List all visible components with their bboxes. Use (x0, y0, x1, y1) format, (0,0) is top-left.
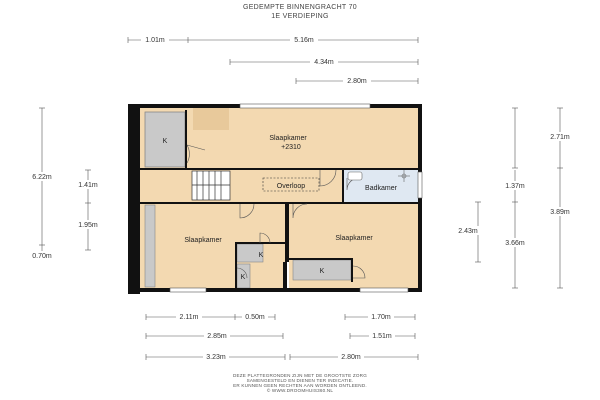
address-title: GEDEMPTE BINNENGRACHT 70 (242, 4, 358, 11)
top-dimension-lines (128, 37, 418, 84)
room-label-overloop: Overloop (276, 183, 306, 190)
dim-left-3: 0.70m (32, 253, 52, 260)
dim-top-1: 1.01m (145, 37, 165, 44)
dim-bottom-5: 1.51m (372, 333, 392, 340)
dim-right-1: 2.71m (550, 134, 570, 141)
dim-top-2: 5.16m (294, 37, 314, 44)
disclaimer-line-3: ER KUNNEN GEEN RECHTEN AAN WORDEN ONTLEEND. (233, 383, 367, 388)
dim-top-3: 4.34m (314, 59, 334, 66)
kast-strip (145, 205, 155, 287)
kast-label-1: K (162, 138, 168, 145)
overloop-floor (140, 170, 342, 202)
dim-bottom-6: 3.23m (206, 354, 226, 361)
slaapkamer-main-alcove (193, 108, 229, 130)
dim-bottom-4: 2.85m (207, 333, 227, 340)
dim-inner-right: 2.43m (458, 228, 478, 235)
room-label-slaapkamer-right: Slaapkamer (335, 235, 373, 242)
disclaimer-line-2: SAMENGESTELD EN DIENEN TER INDICATIE. (246, 378, 354, 383)
kast-label-4: K (319, 268, 325, 275)
room-label-badkamer: Badkamer (365, 185, 397, 192)
dim-left-total: 6.22m (32, 174, 52, 181)
dim-left-2: 1.95m (78, 222, 98, 229)
disclaimer-line-4: © WWW.DROOMHUIS360.NL (266, 388, 334, 393)
dim-bottom-1: 2.11m (179, 314, 199, 321)
dim-bottom-3: 1.70m (371, 314, 391, 321)
sink-icon (348, 172, 362, 180)
dim-bottom-7: 2.80m (341, 354, 361, 361)
dim-right-3: 3.89m (550, 209, 570, 216)
kast-label-3: K (240, 274, 246, 281)
dim-top-4: 2.80m (347, 78, 367, 85)
dim-bottom-2: 0.50m (245, 314, 265, 321)
room-height-slaapkamer-main: +2310 (281, 144, 301, 151)
kast-label-2: K (258, 252, 264, 259)
dim-left-1: 1.41m (78, 182, 98, 189)
dim-right-4: 3.66m (505, 240, 525, 247)
floor-title: 1E VERDIEPING (271, 13, 329, 20)
disclaimer-line-1: DEZE PLATTEGRONDEN ZIJN MET DE GROOTSTE ZORG (233, 373, 367, 378)
staircase (192, 171, 230, 200)
room-label-slaapkamer-left: Slaapkamer (184, 237, 222, 244)
room-label-slaapkamer-main: Slaapkamer (269, 135, 307, 142)
dim-right-2: 1.37m (505, 183, 525, 190)
